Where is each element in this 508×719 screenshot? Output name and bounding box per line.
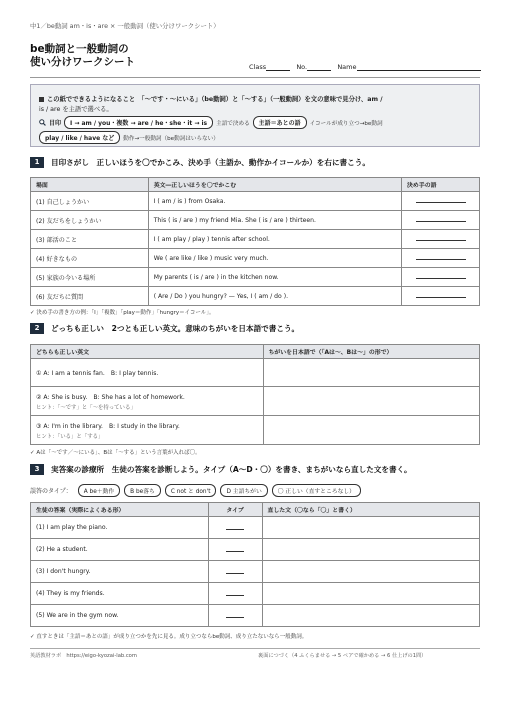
answer-line[interactable] — [416, 197, 466, 203]
page-title-line1: be動詞と一般動詞の — [30, 43, 129, 55]
class-label: Class — [249, 63, 267, 71]
error-type-legend — [30, 484, 480, 497]
sentence-cell[interactable]: I ( am / is ) from Osaka. — [148, 192, 401, 211]
difference-answer-cell[interactable] — [263, 416, 480, 445]
scene-cell: (4) 好きなもの — [31, 249, 149, 268]
page-title — [30, 43, 135, 69]
table-row — [31, 387, 480, 416]
type-a-pill: A be＋動作 — [78, 484, 120, 497]
table-row — [31, 192, 480, 211]
table-row — [31, 230, 480, 249]
section3-table — [30, 502, 480, 627]
hint-text: ヒント：「いる」と「する」 — [36, 433, 104, 440]
marker-rules-row — [39, 116, 383, 129]
corrected-sentence-cell[interactable] — [262, 561, 479, 583]
verbs-pill: play / like / have など — [39, 131, 120, 144]
class-field[interactable] — [266, 64, 290, 71]
col-header-sentences: どちらも正しい英文 — [31, 345, 264, 359]
section1-table — [30, 177, 480, 306]
section2-heading — [30, 322, 480, 335]
table-row — [31, 583, 480, 605]
key-word-cell[interactable] — [402, 249, 480, 268]
corrected-sentence-cell[interactable] — [262, 517, 479, 539]
equals-note: イコールが成り立つ→be動詞 — [309, 120, 383, 127]
table-header-row — [31, 345, 480, 359]
scene-cell: (5) 家族の今いる場所 — [31, 268, 149, 287]
search-icon — [39, 119, 46, 126]
subject-rule-note: 主語で決める — [216, 120, 250, 127]
student-info-fields — [249, 63, 481, 71]
answer-line[interactable] — [416, 292, 466, 298]
table-row — [31, 359, 480, 387]
answer-line[interactable] — [226, 612, 244, 618]
table-header-row — [31, 178, 480, 192]
hint-text: ヒント：「～です」と「～を持っている」 — [36, 404, 136, 411]
number-field[interactable] — [307, 64, 331, 71]
type-c-pill: C not と don't — [165, 484, 217, 497]
student-answer-cell: (1) I am play the piano. — [31, 517, 209, 539]
student-answer-cell: (3) I don't hungry. — [31, 561, 209, 583]
answer-line[interactable] — [416, 254, 466, 260]
col-header-student-answer: 生徒の答案（実際によくある形） — [31, 503, 209, 517]
key-word-cell[interactable] — [402, 268, 480, 287]
type-answer-cell[interactable] — [208, 583, 262, 605]
goal-text-line1: この紙でできるようになること 「～です・～にいる」（be動詞）と「～する」（一般動詞）を文の意味で見分け、am / — [39, 94, 383, 103]
student-answer-cell: (4) They is my friends. — [31, 583, 209, 605]
section2-footnote: ✓ Aは「～です／～にいる」、Bは「～する」という言葉が入れば〇。 — [30, 450, 201, 456]
table-row — [31, 561, 480, 583]
table-row — [31, 249, 480, 268]
col-header-sentence: 英文―正しいほうを〇でかこむ — [148, 178, 401, 192]
answer-line[interactable] — [416, 273, 466, 279]
section1-footnote: ✓ 決め手の書き方の例：「I」「複数」「play＝動作」「hungry＝イコール」。 — [30, 310, 215, 316]
answer-line[interactable] — [416, 235, 466, 241]
section1-heading — [30, 156, 480, 169]
type-answer-cell[interactable] — [208, 605, 262, 627]
sentence-cell[interactable]: I ( am play / play ) tennis after school. — [148, 230, 401, 249]
subject-equals-pill: 主語＝あとの語 — [253, 116, 307, 129]
footer-divider — [30, 648, 480, 649]
name-label: Name — [337, 63, 357, 71]
type-correct-pill: 〇 正しい（直すところなし） — [272, 484, 361, 497]
type-answer-cell[interactable] — [208, 539, 262, 561]
table-row — [31, 539, 480, 561]
square-bullet-icon — [39, 97, 44, 102]
key-word-cell[interactable] — [402, 192, 480, 211]
key-word-cell[interactable] — [402, 230, 480, 249]
table-row — [31, 211, 480, 230]
section3-title: 実答案の診療所 生徒の答案を診断しよう。タイプ（A～D・〇）を書き、まちがいなら直した文を書く。 — [51, 465, 412, 474]
sentence-cell[interactable]: My parents ( is / are ) in the kitchen now. — [148, 268, 401, 287]
scene-cell: (2) 友だちをしょうかい — [31, 211, 149, 230]
col-header-difference: ちがいを日本語で（「Aは～、Bは～」の形で） — [263, 345, 480, 359]
table-row — [31, 416, 480, 445]
sentence-cell[interactable]: We ( are like / like ) music very much. — [148, 249, 401, 268]
corrected-sentence-cell[interactable] — [262, 539, 479, 561]
answer-line[interactable] — [226, 524, 244, 530]
table-row — [31, 605, 480, 627]
corrected-sentence-cell[interactable] — [262, 583, 479, 605]
goal-box — [30, 84, 480, 147]
student-answer-cell: (5) We are in the gym now. — [31, 605, 209, 627]
goal-text-line2: is / are を主語で選べる。 — [39, 106, 113, 113]
section3-number: 3 — [30, 464, 44, 475]
sentence-pair-cell: ① A: I am a tennis fan. B: I play tennis. — [31, 359, 264, 387]
answer-line[interactable] — [226, 568, 244, 574]
table-row — [31, 517, 480, 539]
student-answer-cell: (2) He a student. — [31, 539, 209, 561]
table-header-row — [31, 503, 480, 517]
table-row — [31, 268, 480, 287]
key-word-cell[interactable] — [402, 211, 480, 230]
col-header-corrected: 直した文（〇なら「〇」と書く） — [262, 503, 479, 517]
type-answer-cell[interactable] — [208, 561, 262, 583]
section2-number: 2 — [30, 323, 44, 334]
table-row — [31, 287, 480, 306]
section2-table — [30, 344, 480, 445]
answer-line[interactable] — [226, 590, 244, 596]
scene-cell: (3) 部活のこと — [31, 230, 149, 249]
corrected-sentence-cell[interactable] — [262, 605, 479, 627]
verb-rule-row — [39, 131, 219, 144]
footer-continue-note: 裏面につづく（4 ふくらませる → 5 ペアで確かめる → 6 仕上げの1問） — [258, 653, 427, 659]
col-header-type: タイプ — [208, 503, 262, 517]
key-word-cell[interactable] — [402, 287, 480, 306]
col-header-scene: 場面 — [31, 178, 149, 192]
verbs-note: 動作→一般動詞（be動詞はいらない） — [123, 135, 219, 142]
type-b-pill: B be落ち — [124, 484, 161, 497]
footer-site: 英語教材ラボ https://eigo-kyozai-lab.com — [30, 653, 137, 659]
scene-cell: (1) 自己しょうかい — [31, 192, 149, 211]
marker-label: 目印 — [49, 120, 62, 127]
page-title-line2: 使い分けワークシート — [30, 56, 135, 68]
col-header-key: 決め手の語 — [402, 178, 480, 192]
number-label: No. — [296, 63, 308, 71]
scene-cell: (6) 友だちに質問 — [31, 287, 149, 306]
sentence-pair-cell: ② A: She is busy. B: She has a lot of homework. ヒント：「～です」と「～を持っている」 — [31, 387, 264, 416]
section1-title: 目印さがし 正しいほうを〇でかこみ、決め手（主語か、動作かイコールか）を右に書こう。 — [51, 158, 370, 167]
section3-footnote: ✓ 直すときは「主語＝あとの語」が成り立つかを先に見る。成り立つならbe動詞、成り立たないなら一般動詞。 — [30, 634, 308, 640]
section3-heading — [30, 463, 480, 476]
section1-number: 1 — [30, 157, 44, 168]
title-divider — [30, 77, 480, 78]
sentence-cell[interactable]: This ( is / are ) my friend Mia. She ( is / are ) thirteen. — [148, 211, 401, 230]
answer-line[interactable] — [226, 546, 244, 552]
type-answer-cell[interactable] — [208, 517, 262, 539]
error-type-label: 誤答のタイプ： — [30, 488, 72, 495]
answer-line[interactable] — [416, 216, 466, 222]
sentence-cell[interactable]: ( Are / Do ) you hungry? — Yes, I ( am / do ). — [148, 287, 401, 306]
section2-title: どっちも正しい 2つとも正しい英文。意味のちがいを日本語で書こう。 — [51, 324, 300, 333]
type-d-pill: D 主語ちがい — [220, 484, 267, 497]
difference-answer-cell[interactable] — [263, 387, 480, 416]
subject-rule-pill: I → am / you・複数 → are / he・she・it → is — [64, 116, 213, 129]
sentence-pair-cell: ③ A: I'm in the library. B: I study in the library. ヒント：「いる」と「する」 — [31, 416, 264, 445]
breadcrumb: 中1／be動詞 am・is・are × 一般動詞（使い分けワークシート） — [30, 22, 220, 30]
difference-answer-cell[interactable] — [263, 359, 480, 387]
name-field[interactable] — [357, 64, 481, 71]
